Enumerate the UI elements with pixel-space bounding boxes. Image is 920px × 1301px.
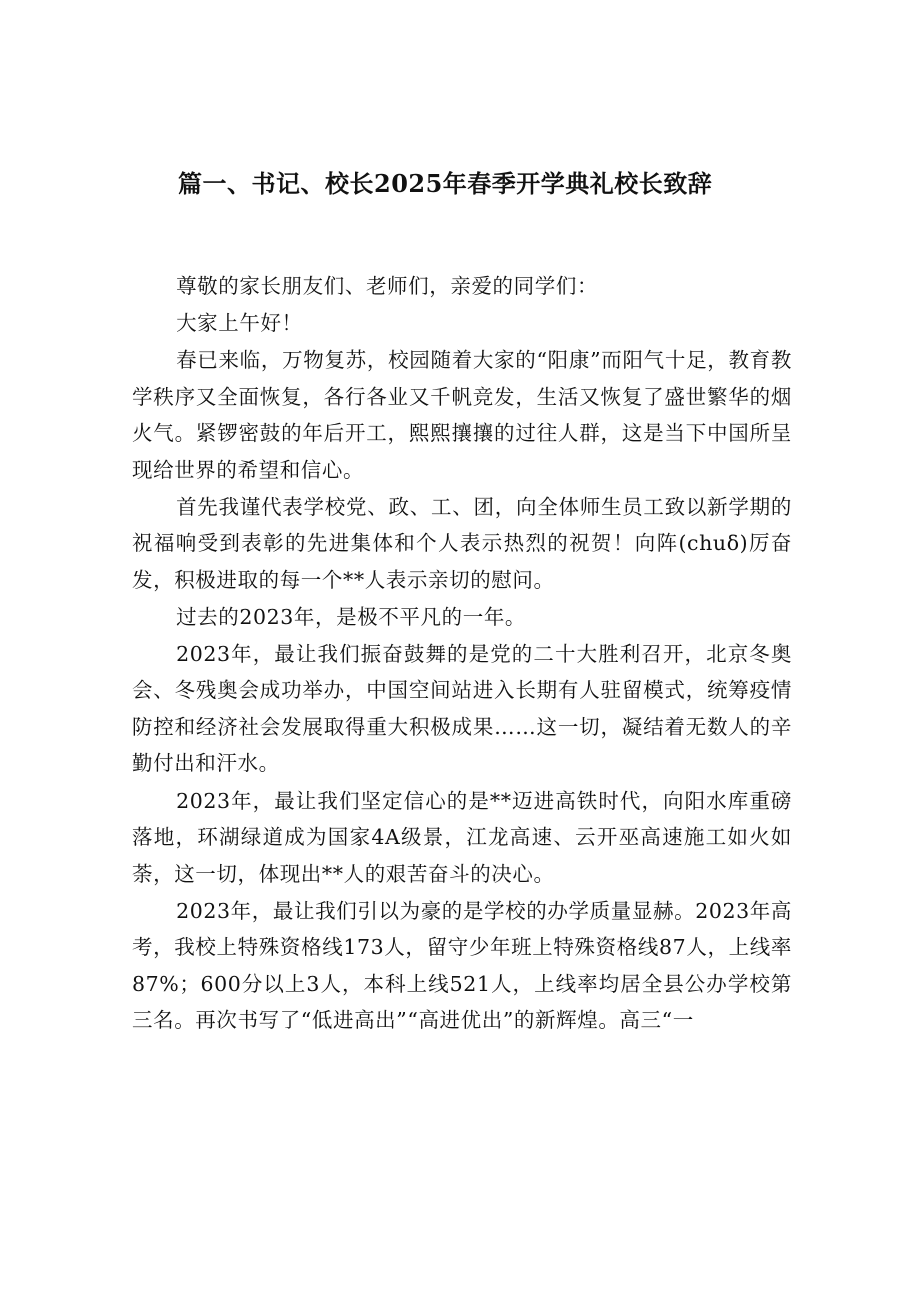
paragraph-school-results: 2023年，最让我们引以为豪的是学校的办学质量显赫。2023年高考，我校上特殊资格线173人，留守少年班上特殊资格线87人，上线率87%；600分以上3人，本科上线521人，上线率均居全县公办学校第三名。再次书写了“低进高出”“高进优出”的新辉煌。高三“一 [132,898,792,1033]
document-title: 篇一、书记、校长2025年春季开学典礼校长致辞 [178,169,713,198]
paragraph-spring: 春已来临，万物复苏，校园随着大家的“阳康”而阳气十足，教育教学秩序又全面恢复，各行各业又千帆竞发，生活又恢复了盛世繁华的烟火气。紧锣密鼓的年后开工，熙熙攘攘的过往人群，这是当下中国所呈现给世界的希望和信心。 [132,348,792,482]
paragraph-national-events: 2023年，最让我们振奋鼓舞的是党的二十大胜利召开，北京冬奥会、冬残奥会成功举办，中国空间站进入长期有人驻留模式，统筹疫情防控和经济社会发展取得重大积极成果……这一切，凝结着无数人的辛勤付出和汗水。 [132,641,792,776]
paragraph-blessing: 首先我谨代表学校党、政、工、团，向全体师生员工致以新学期的祝福响受到表彰的先进集体和个人表示热烈的祝贺！向阵(chuδ)厉奋发，积极进取的每一个**人表示亲切的慰问。 [132,494,792,592]
paragraph-salutation: 尊敬的家长朋友们、老师们，亲爱的同学们： [176,274,599,298]
paragraph-greeting: 大家上午好！ [176,311,303,336]
paragraph-past-year: 过去的2023年，是极不平凡的一年。 [176,604,527,629]
document-body [132,268,792,1039]
paragraph-local-development: 2023年，最让我们坚定信心的是**迈进高铁时代，向阳水库重磅落地，环湖绿道成为国家4A级景，江龙高速、云开巫高速施工如火如荼，这一切，体现出**人的艰苦奋斗的决心。 [132,788,792,886]
